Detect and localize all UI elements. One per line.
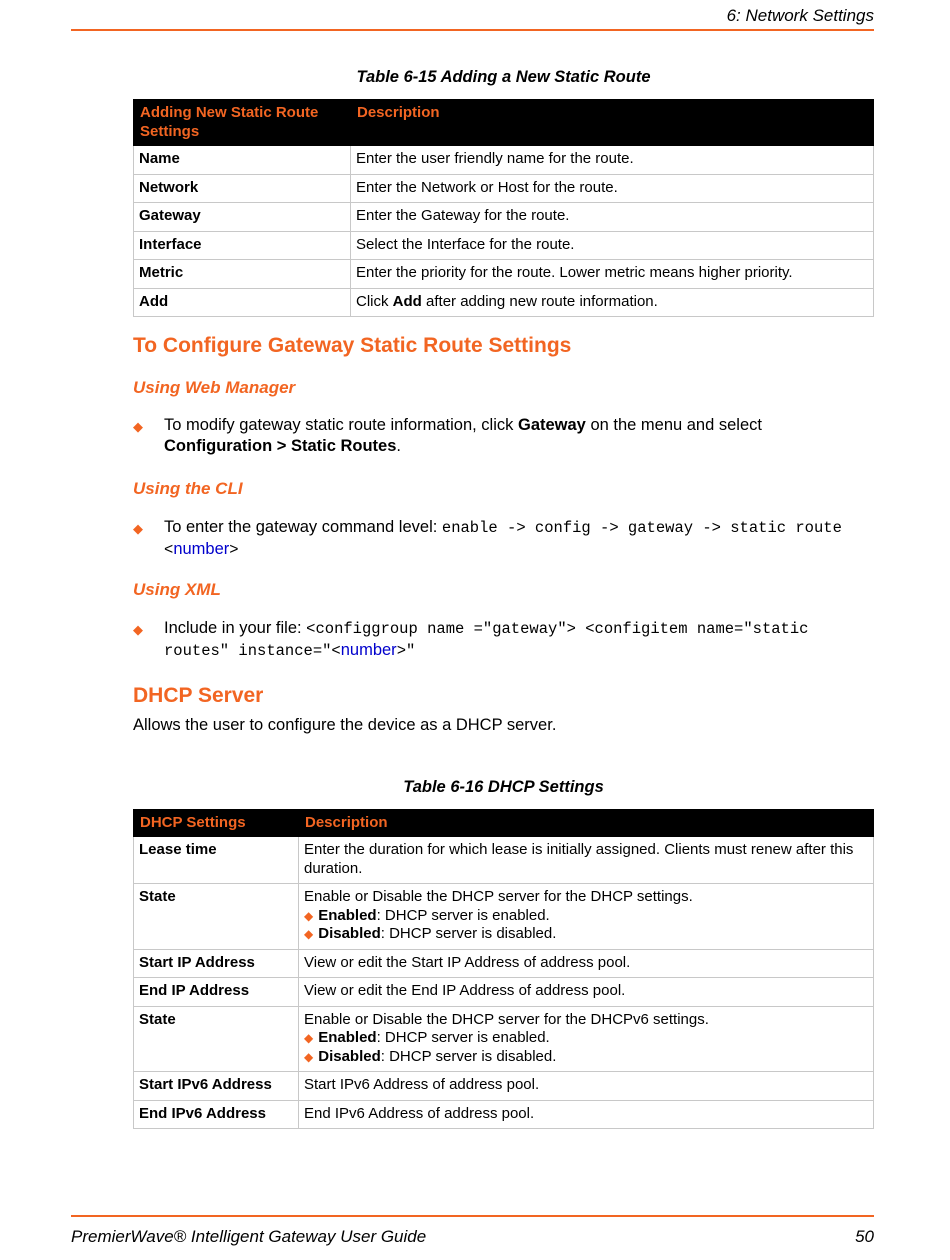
variable: number — [340, 641, 397, 659]
table-row — [134, 288, 874, 317]
bullet-item — [133, 517, 873, 561]
cli-command: > — [229, 541, 239, 559]
variable: number — [173, 540, 230, 558]
setting-description: Enter the priority for the route. Lower metric means higher priority. — [351, 260, 874, 289]
bullet-text: Include in your file: — [164, 619, 307, 637]
column-header: Description — [351, 100, 874, 146]
diamond-bullet-icon: ◆ — [133, 521, 143, 536]
setting-label: Lease time — [134, 837, 299, 884]
option-name: Enabled — [318, 1029, 377, 1046]
diamond-bullet-icon: ◆ — [304, 927, 314, 941]
table-row — [134, 978, 874, 1007]
diamond-bullet-icon: ◆ — [304, 1031, 314, 1045]
section-intro: Allows the user to configure the device as a DHCP server. — [133, 716, 557, 734]
page-number: 50 — [855, 1227, 874, 1246]
table-caption: Table 6-15 Adding a New Static Route — [356, 68, 651, 86]
dhcp-settings-table — [133, 809, 874, 1129]
table-row — [134, 837, 874, 884]
table-row — [134, 146, 874, 175]
table-header-row — [134, 100, 874, 146]
option-name: Enabled — [318, 906, 377, 924]
table-row — [134, 1100, 874, 1129]
table-row — [134, 884, 874, 950]
setting-label: Start IPv6 Address — [134, 1072, 299, 1101]
xml-code: >" — [396, 642, 416, 660]
setting-description: View or edit the Start IP Address of address pool. — [299, 949, 874, 978]
option-text: : DHCP server is enabled. — [376, 1029, 550, 1046]
table-row — [134, 1072, 874, 1101]
table-row — [134, 203, 874, 232]
table-row — [134, 949, 874, 978]
option-name: Disabled — [318, 925, 381, 942]
table-row — [134, 260, 874, 289]
desc-text: Enable or Disable the DHCP server for the DHCP settings. — [304, 888, 693, 905]
section-title: DHCP Server — [133, 684, 264, 707]
setting-description: End IPv6 Address of address pool. — [299, 1100, 874, 1129]
setting-description: Select the Interface for the route. — [351, 231, 874, 260]
desc-text: Click — [356, 292, 393, 310]
bullet-text: To enter the gateway command level: — [164, 518, 442, 536]
setting-label: Name — [134, 146, 351, 175]
table-row — [134, 174, 874, 203]
page-header — [71, 5, 874, 31]
table-header-row — [134, 810, 874, 837]
desc-bold: Add — [392, 292, 422, 310]
subsection-heading: Using the CLI — [133, 479, 243, 498]
option-text: : DHCP server is disabled. — [380, 925, 557, 942]
diamond-bullet-icon: ◆ — [304, 1049, 314, 1064]
desc-text: after adding new route information. — [421, 292, 658, 310]
bullet-item — [133, 415, 873, 457]
bullet-text: on the menu and select — [585, 416, 762, 434]
setting-label: Start IP Address — [134, 949, 299, 978]
cli-command: enable -> config -> gateway -> static route < — [164, 519, 842, 559]
setting-label: State — [134, 884, 299, 950]
column-header: DHCP Settings — [134, 810, 299, 837]
sub-bullet-item — [304, 1048, 868, 1067]
setting-label: Network — [134, 174, 351, 203]
setting-description — [299, 884, 874, 950]
table-row — [134, 231, 874, 260]
chapter-title: 6: Network Settings — [726, 6, 874, 25]
desc-text: Enable or Disable the DHCP server for the DHCPv6 settings. — [304, 1010, 709, 1028]
setting-description: Enter the Network or Host for the route. — [351, 174, 874, 203]
sub-bullet-item — [304, 1029, 868, 1048]
setting-label: Add — [134, 288, 351, 317]
setting-description: Enter the Gateway for the route. — [351, 203, 874, 232]
setting-label: State — [134, 1006, 299, 1072]
sub-bullet-item — [304, 907, 868, 926]
column-header: Description — [299, 810, 874, 837]
diamond-bullet-icon: ◆ — [133, 622, 143, 637]
setting-description: Enter the duration for which lease is initially assigned. Clients must renew after this duration. — [299, 837, 874, 884]
setting-label: Interface — [134, 231, 351, 260]
column-header: Adding New Static Route Settings — [134, 100, 351, 146]
option-text: : DHCP server is disabled. — [380, 1047, 557, 1065]
setting-description: View or edit the End IP Address of address pool. — [299, 978, 874, 1007]
setting-description: Start IPv6 Address of address pool. — [299, 1072, 874, 1101]
table-caption: Table 6-16 DHCP Settings — [403, 778, 604, 796]
document-title: PremierWave® Intelligent Gateway User Guide — [71, 1227, 427, 1246]
section-title: To Configure Gateway Static Route Settings — [133, 334, 572, 357]
setting-description — [299, 1006, 874, 1072]
page-footer — [71, 1215, 874, 1247]
subsection-heading: Using Web Manager — [133, 378, 296, 397]
sub-bullet-item — [304, 925, 868, 944]
diamond-bullet-icon: ◆ — [304, 908, 314, 923]
xml-code: <configgroup name ="gateway"> <configitem name="static routes" instance="< — [164, 620, 809, 660]
option-text: : DHCP server is enabled. — [376, 906, 550, 924]
menu-path: Configuration > Static Routes — [164, 437, 397, 455]
bullet-text: To modify gateway static route information, click — [164, 416, 518, 434]
table-row — [134, 1006, 874, 1072]
setting-label: Metric — [134, 260, 351, 289]
setting-label: End IPv6 Address — [134, 1100, 299, 1129]
setting-label: End IP Address — [134, 978, 299, 1007]
bullet-item — [133, 618, 873, 662]
setting-description: Enter the user friendly name for the route. — [351, 146, 874, 175]
menu-name: Gateway — [517, 416, 586, 434]
setting-description — [351, 288, 874, 317]
diamond-bullet-icon: ◆ — [133, 419, 143, 434]
static-route-table — [133, 99, 874, 317]
option-name: Disabled — [318, 1047, 381, 1065]
subsection-heading: Using XML — [133, 580, 221, 599]
setting-label: Gateway — [134, 203, 351, 232]
bullet-text: . — [396, 437, 401, 455]
